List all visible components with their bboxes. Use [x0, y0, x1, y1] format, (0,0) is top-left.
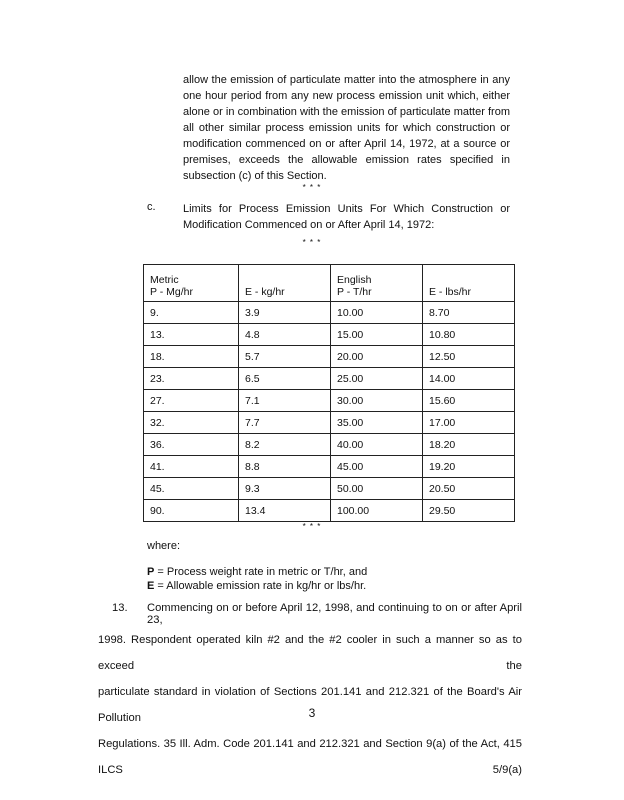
- table-cell: 8.70: [423, 302, 515, 324]
- table-cell: 90.: [144, 500, 239, 522]
- table-cell: 36.: [144, 434, 239, 456]
- column-header: [331, 265, 423, 302]
- subsection-heading: Limits for Process Emission Units For Which Construction or Modification Commenced on or After April 14, 1972:: [183, 203, 510, 231]
- definition-p: [147, 565, 367, 579]
- emission-limits-table: [143, 264, 515, 522]
- table-cell: 30.00: [331, 390, 423, 412]
- table-cell: 13.4: [239, 500, 331, 522]
- column-header-line: E - lbs/hr: [429, 286, 472, 298]
- paragraph-line: particulate standard in violation of Sections 201.141 and 212.321 of the Board's Air Pollution: [98, 686, 522, 724]
- column-header-line: Metric: [150, 274, 179, 286]
- table-cell: 50.00: [331, 478, 423, 500]
- symbol-p: P: [147, 566, 155, 578]
- symbol-e: E: [147, 580, 155, 592]
- table-cell: 14.00: [423, 368, 515, 390]
- table-cell: 9.: [144, 302, 239, 324]
- table-cell: 25.00: [331, 368, 423, 390]
- table-cell: 41.: [144, 456, 239, 478]
- table-row: [144, 390, 515, 412]
- table-cell: 45.: [144, 478, 239, 500]
- definition-e: [147, 579, 367, 593]
- definition-p-text: = Process weight rate in metric or T/hr, and: [154, 566, 368, 578]
- table-cell: 13.: [144, 324, 239, 346]
- table-cell: 10.80: [423, 324, 515, 346]
- table-cell: 18.20: [423, 434, 515, 456]
- table-row: [144, 434, 515, 456]
- table-cell: 3.9: [239, 302, 331, 324]
- table-cell: 27.: [144, 390, 239, 412]
- table-row: [144, 412, 515, 434]
- table-cell: 4.8: [239, 324, 331, 346]
- column-header-line: P - Mg/hr: [150, 286, 193, 298]
- where-label: where:: [147, 540, 181, 552]
- table-cell: 23.: [144, 368, 239, 390]
- table-cell: 5.7: [239, 346, 331, 368]
- table-cell: 32.: [144, 412, 239, 434]
- paragraph-number: 13.: [112, 602, 128, 614]
- paragraph-first-line: Commencing on or before April 12, 1998, and continuing to on or after April 23,: [147, 602, 522, 626]
- table-cell: 45.00: [331, 456, 423, 478]
- table-cell: 18.: [144, 346, 239, 368]
- table-row: [144, 478, 515, 500]
- table-row: [144, 500, 515, 522]
- table-cell: 15.00: [331, 324, 423, 346]
- table-cell: 10.00: [331, 302, 423, 324]
- column-header-line: [245, 274, 324, 286]
- column-header-line: E - kg/hr: [245, 286, 285, 298]
- table-cell: 20.00: [331, 346, 423, 368]
- column-header: [239, 265, 331, 302]
- table-cell: 20.50: [423, 478, 515, 500]
- table-cell: 35.00: [331, 412, 423, 434]
- column-header: [144, 265, 239, 302]
- table-cell: 8.2: [239, 434, 331, 456]
- table-cell: 9.3: [239, 478, 331, 500]
- table-cell: 6.5: [239, 368, 331, 390]
- paragraph-line: 1998. Respondent operated kiln #2 and the #2 cooler in such a manner so as to exceed the: [98, 634, 522, 672]
- table-cell: 40.00: [331, 434, 423, 456]
- table-row: [144, 346, 515, 368]
- column-header-line: P - T/hr: [337, 286, 372, 298]
- paragraph-line: Regulations. 35 Ill. Adm. Code 201.141 and 212.321 and Section 9(a) of the Act, 415 ILCS 5/9(a): [98, 738, 522, 776]
- subsection-label: c.: [147, 201, 156, 213]
- table-cell: 8.8: [239, 456, 331, 478]
- definition-e-text: = Allowable emission rate in kg/hr or lbs/hr.: [154, 580, 367, 592]
- table-row: [144, 324, 515, 346]
- quoted-regulation-text: allow the emission of particulate matter into the atmosphere in any one hour period from any new process emission unit which, either alone or in combination with the emission of particulate matter from all other similar process emission units for which construction or modification commenced on or after April 14, 1972, at a source or premises, exceeds the allowable emission rates specified in subsection (c) of this Section.: [183, 74, 510, 182]
- table-row: [144, 302, 515, 324]
- ellipsis-marker: * * *: [302, 522, 322, 531]
- table-cell: 12.50: [423, 346, 515, 368]
- table-cell: 7.7: [239, 412, 331, 434]
- table-cell: 100.00: [331, 500, 423, 522]
- table-row: [144, 456, 515, 478]
- table-cell: 15.60: [423, 390, 515, 412]
- paragraph-body: [98, 627, 522, 783]
- page-number: 3: [308, 706, 316, 720]
- table-cell: 17.00: [423, 412, 515, 434]
- table-cell: 7.1: [239, 390, 331, 412]
- column-header: [423, 265, 515, 302]
- table-cell: 19.20: [423, 456, 515, 478]
- table-cell: 29.50: [423, 500, 515, 522]
- table-row: [144, 368, 515, 390]
- ellipsis-marker: * * *: [302, 238, 322, 247]
- column-header-line: English: [337, 274, 372, 286]
- column-header-line: [429, 274, 508, 286]
- definitions: [147, 565, 367, 593]
- ellipsis-marker: * * *: [302, 183, 322, 192]
